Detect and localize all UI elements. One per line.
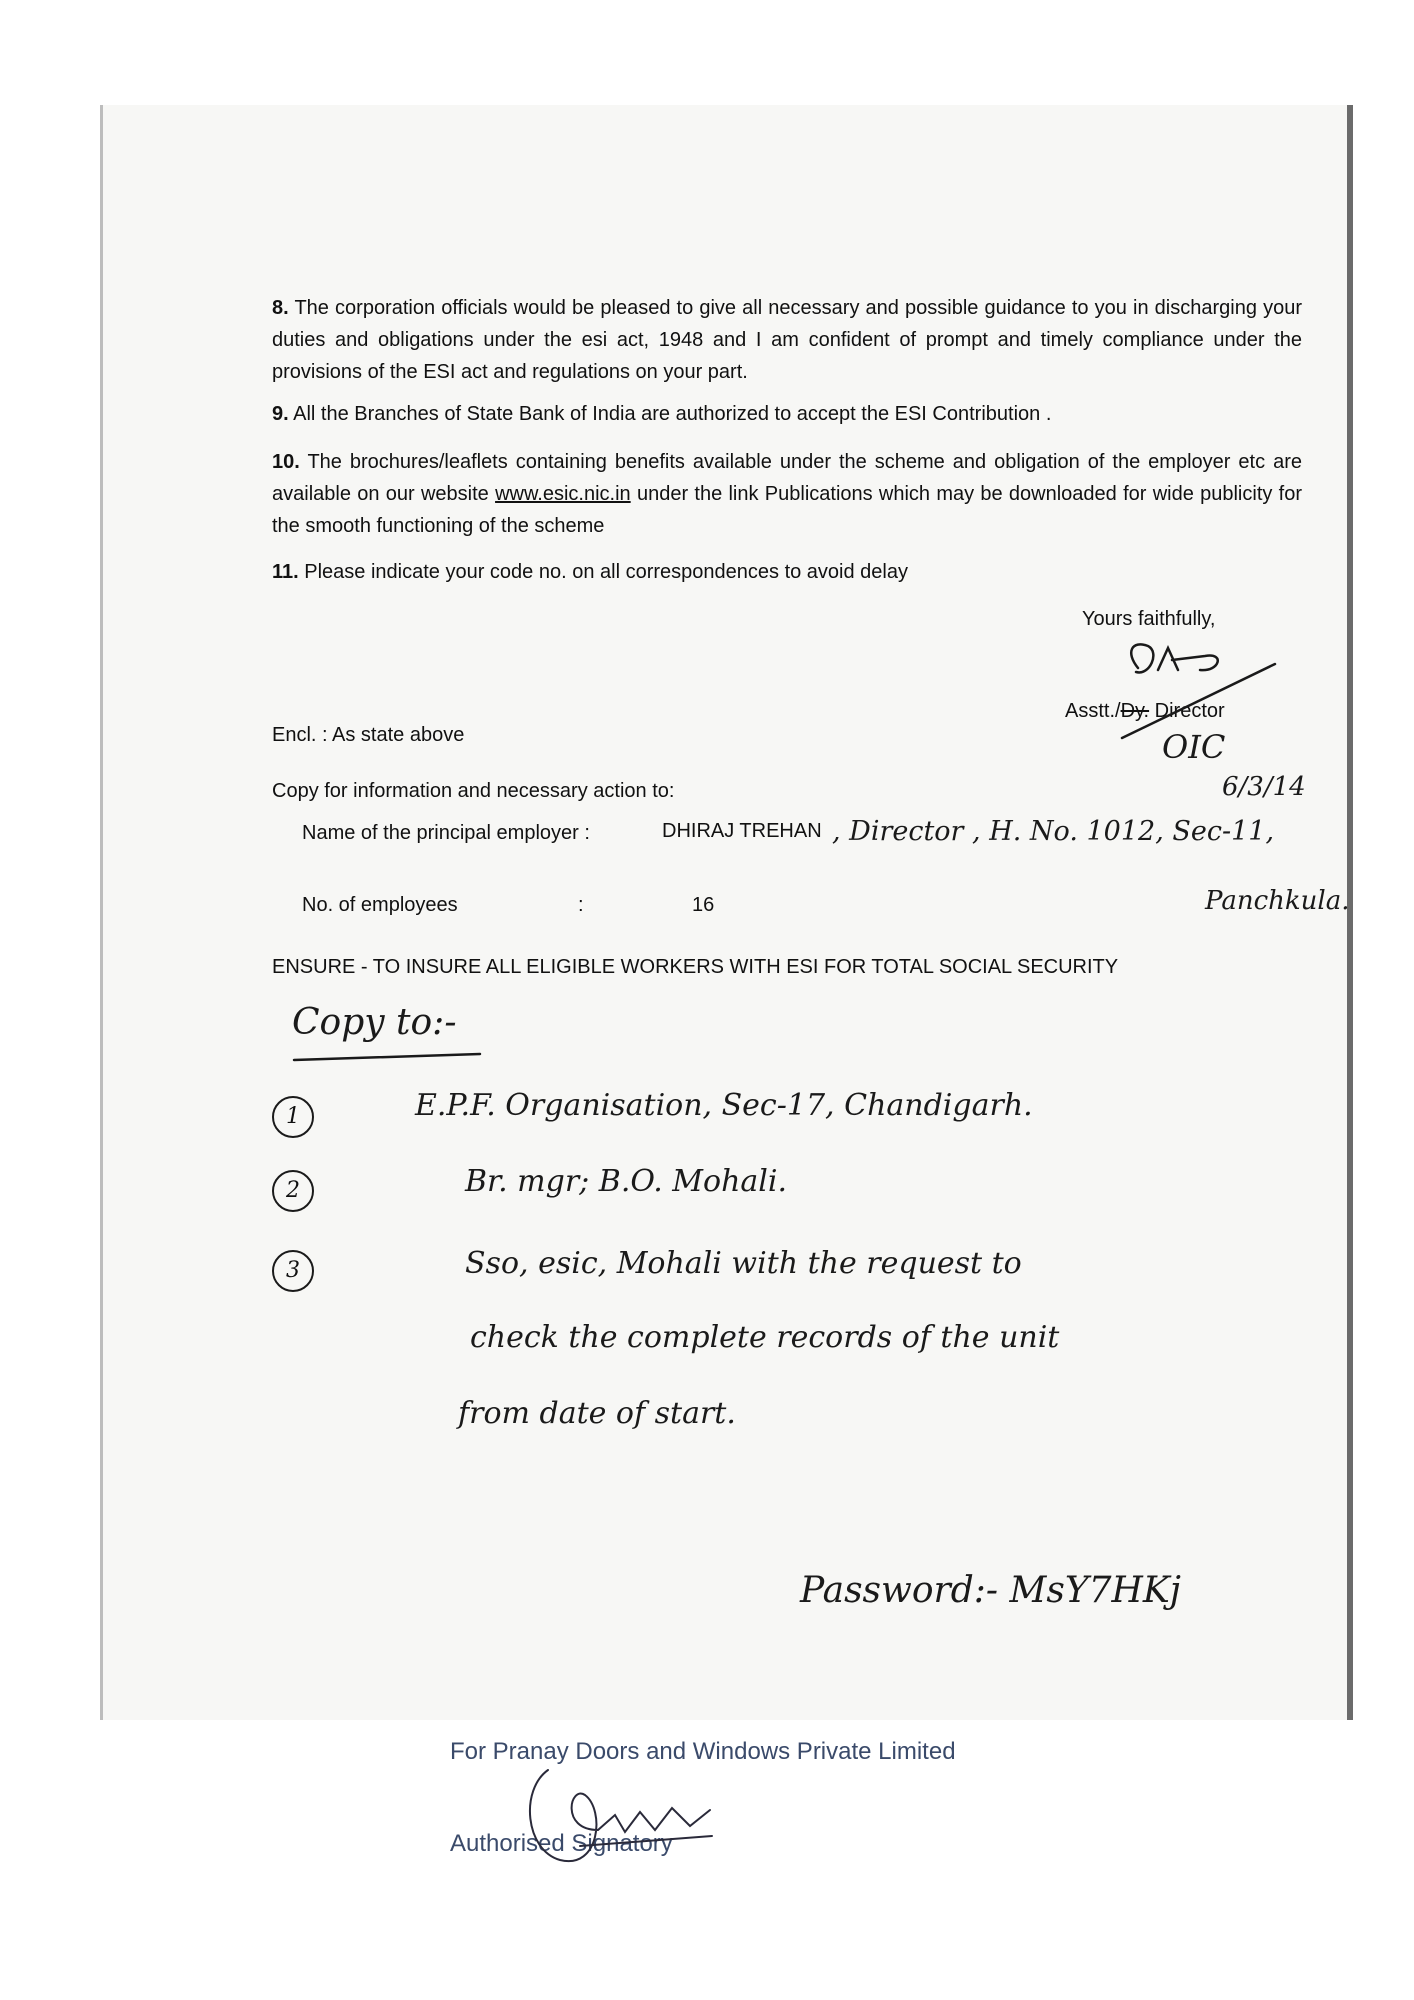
paragraph-number: 8. [272, 297, 289, 319]
item-number-circle: 2 [272, 1170, 314, 1212]
item-number-circle: 3 [272, 1250, 314, 1292]
employer-handwritten-address: , Director , H. No. 1012, Sec-11, [832, 816, 1275, 847]
yours-faithfully: Yours faithfully, [1082, 608, 1216, 630]
employer-label: Name of the principal employer : [302, 822, 590, 844]
paragraph-text: Please indicate your code no. on all correspondences to avoid delay [304, 561, 908, 583]
employer-handwritten-city: Panchkula. [1205, 886, 1350, 916]
paragraph-number: 9. [272, 403, 289, 425]
closing-signature [1131, 644, 1218, 672]
copy-to-underline [294, 1054, 480, 1060]
enclosure-note: Encl. : As state above [272, 724, 465, 746]
paragraph-text: under the link Publications which may be downloaded for wide publicity for the smooth functioning of the scheme [272, 483, 1303, 537]
paragraph-text: All the Branches of State Bank of India are authorized to accept the ESI Contribution . [293, 403, 1052, 425]
paragraph-text: The brochures/leaflets containing benefits available under the scheme and obligation of the employer etc are available on our website [272, 451, 1302, 505]
handwritten-date: 6/3/14 [1222, 772, 1306, 802]
handwritten-initials: OIC [1162, 728, 1226, 766]
copy-to-item-3-line-2: check the complete records of the unit [470, 1320, 1060, 1355]
footer-signatory: Authorised Signatory [450, 1830, 673, 1857]
designation-struck: Dy. [1120, 700, 1150, 722]
authorised-signature [530, 1770, 712, 1861]
employees-colon: : [578, 894, 584, 916]
footer-company: For Pranay Doors and Windows Private Limited [450, 1738, 956, 1765]
copy-to-item-3-line-3: from date of start. [458, 1396, 736, 1431]
designation-suffix: Director [1149, 700, 1225, 722]
copy-to-heading: Copy to:- [292, 1002, 457, 1043]
website-link[interactable]: www.esic.nic.in [495, 483, 631, 505]
paragraph-number: 10. [272, 451, 300, 473]
copy-to-item-1: E.P.F. Organisation, Sec-17, Chandigarh. [415, 1088, 1033, 1123]
paragraph-text: The corporation officials would be pleased to give all necessary and possible guidance to you in discharging your duties and obligations under the esi act, 1948 and I am confident of prompt and timely compliance under the provisions of the ESI act and regulations on your part. [272, 297, 1302, 383]
paragraph-number: 11. [272, 561, 299, 583]
employer-name: DHIRAJ TREHAN [662, 820, 822, 842]
signature-strike [1122, 664, 1275, 738]
copy-to-item-2: Br. mgr; B.O. Mohali. [465, 1164, 788, 1199]
employees-label: No. of employees [302, 894, 458, 916]
copy-to-item-3-line-1: Sso, esic, Mohali with the request to [465, 1246, 1022, 1281]
designation-prefix: Asstt./ [1065, 700, 1121, 722]
copy-info-heading: Copy for information and necessary action to: [272, 780, 675, 802]
password-note: Password:- MsY7HKj [800, 1570, 1181, 1611]
item-number-circle: 1 [272, 1096, 314, 1138]
employees-count: 16 [692, 894, 715, 916]
ensure-line: ENSURE - TO INSURE ALL ELIGIBLE WORKERS WITH ESI FOR TOTAL SOCIAL SECURITY [272, 956, 1119, 978]
